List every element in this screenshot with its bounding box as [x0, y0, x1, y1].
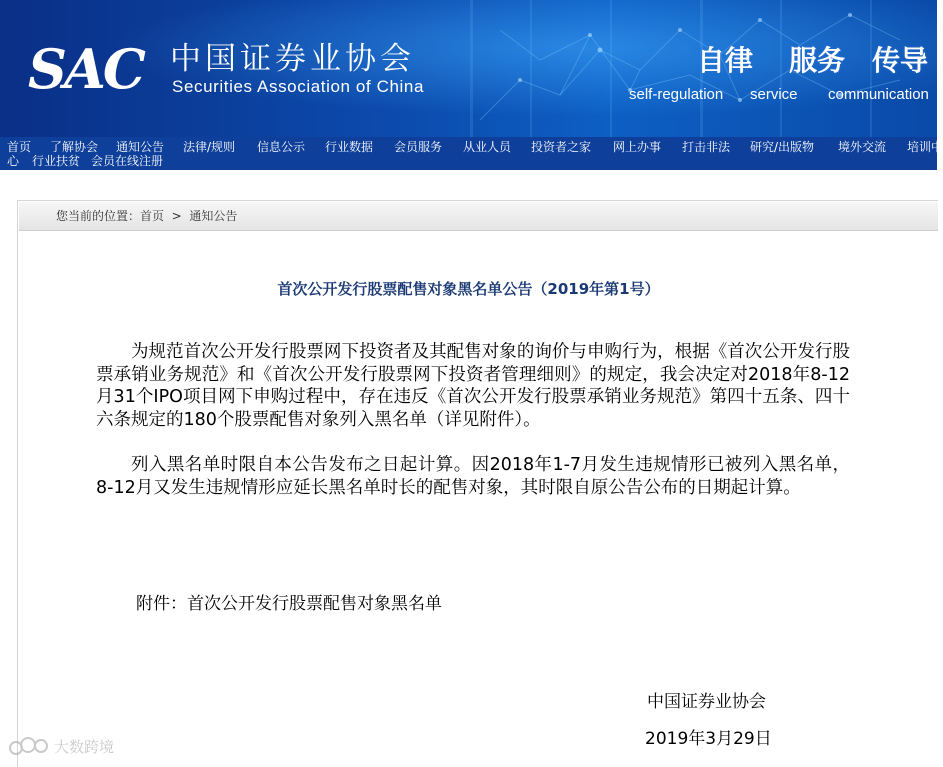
sac-logo[interactable] [28, 38, 168, 100]
article-date: 2019年3月29日 [645, 729, 772, 749]
article-signature: 中国证券业协会 [647, 692, 766, 712]
slogan-service-cn: 服务 [789, 44, 846, 77]
breadcrumb-prefix: 您当前的位置： [56, 209, 141, 223]
org-name-chinese: 中国证券业协会 [170, 41, 415, 77]
nav-item-home[interactable]: 首页 [7, 140, 32, 154]
slogan-self-regulation-cn: 自律 [697, 44, 754, 77]
nav-item-laws-rules[interactable]: 法律/规则 [183, 140, 236, 154]
nav-item-research-publications[interactable]: 研究/出版物 [750, 140, 815, 154]
breadcrumb-separator: > [171, 209, 182, 223]
nav-item-overseas-exchange[interactable]: 境外交流 [838, 140, 887, 154]
nav-item-poverty-alleviation[interactable]: 行业扶贫 [32, 154, 81, 168]
nav-item-member-services[interactable]: 会员服务 [394, 140, 443, 154]
nav-item-anti-illegal[interactable]: 打击非法 [682, 140, 731, 154]
nav-item-online-services[interactable]: 网上办事 [613, 140, 662, 154]
nav-item-notices[interactable]: 通知公告 [116, 140, 165, 154]
nav-item-about[interactable]: 了解协会 [50, 140, 99, 154]
watermark [8, 734, 128, 760]
breadcrumb-bar [19, 202, 938, 231]
slogan-service-en: service [750, 86, 798, 103]
nav-row-2 [0, 153, 937, 169]
slogan-communication-en: communication [828, 86, 929, 103]
breadcrumb [56, 208, 237, 224]
article-paragraph-1: 为规范首次公开发行股票网下投资者及其配售对象的询价与申购行为，根据《首次公开发行股票承销业务规范》和《首次公开发行股票网下投资者管理细则》的规定，我会决定对2018年8-12月31个IPO项目网下申购过程中，存在违反《首次公开发行股票承销业务规范》第四十五条、四十六条规定的180个股票配售对象列入黑名单（详见附件）。 [96, 342, 850, 430]
site-header-banner [0, 0, 937, 137]
sac-logo-text: SAC [28, 37, 143, 101]
nav-item-investor-home[interactable]: 投资者之家 [531, 140, 592, 154]
org-name-english: Securities Association of China [172, 77, 425, 96]
attachment-link[interactable]: 首次公开发行股票配售对象黑名单 [187, 594, 442, 614]
attachment-label: 附件： [136, 594, 187, 614]
main-navigation [0, 137, 943, 170]
nav-item-industry-data[interactable]: 行业数据 [325, 140, 374, 154]
breadcrumb-current-link[interactable]: 通知公告 [189, 209, 238, 223]
article-title: 首次公开发行股票配售对象黑名单公告（2019年第1号） [277, 280, 660, 298]
watermark-logo-icon [8, 734, 52, 760]
slogan-communication-cn: 传导 [872, 44, 929, 77]
attachment-line [136, 592, 442, 616]
article-paragraph-2: 列入黑名单时限自本公告发布之日起计算。因2018年1-7月发生违规情形已被列入黑名单，8-12月又发生违规情形应延长黑名单时长的配售对象，其时限自原公告公布的日期起计算。 [96, 455, 850, 498]
nav-item-disclosure[interactable]: 信息公示 [257, 140, 306, 154]
nav-item-training-center[interactable]: 培训中 [907, 140, 943, 154]
watermark-text: 大数跨境 [54, 738, 115, 756]
nav-item-practitioners[interactable]: 从业人员 [463, 140, 512, 154]
breadcrumb-home-link[interactable]: 首页 [140, 209, 165, 223]
nav-item-training-center-wrap[interactable]: 心 [7, 154, 20, 168]
slogan-self-regulation-en: self-regulation [629, 86, 724, 103]
nav-item-member-registration[interactable]: 会员在线注册 [91, 154, 164, 168]
